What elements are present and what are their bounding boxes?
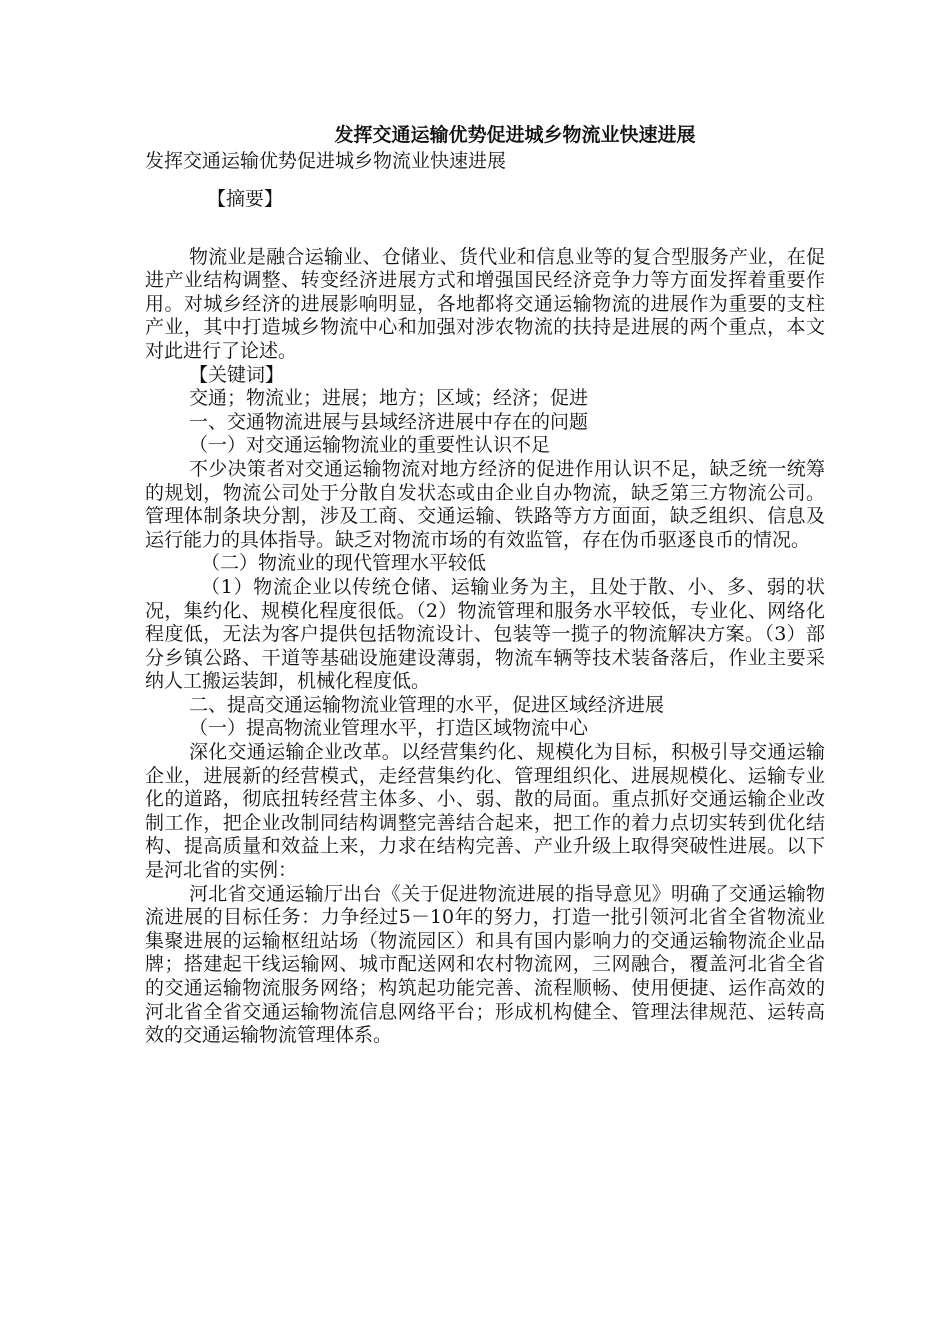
paragraph: 深化交通运输企业改革。以经营集约化、规模化为目标，积极引导交通运输企业，进展新的经营模式，走经营集约化、管理组织化、进展规模化、运输专业化的道路，彻底扭转经营主体多、小、弱、散的局面。重点抓好交通运输企业改制工作，把企业改制同结构调整完善结合起来，把工作的着力点切实转到优化结构、提高质量和效益上来，力求在结构完善、产业升级上取得突破性进展。以下是河北省的实例： [145, 741, 825, 882]
section-heading-2: 二、提高交通运输物流业管理的水平，促进区域经济进展 [189, 693, 665, 716]
abstract-text: 物流业是融合运输业、仓储业、货代业和信息业等的复合型服务产业，在促进产业结构调整、转变经济进展方式和增强国民经济竞争力等方面发挥着重要作用。对城乡经济的进展影响明显，各地都将交通运输物流的进展作为重要的支柱产业，其中打造城乡物流中心和加强对涉农物流的扶持是进展的两个重点，本文对此进行了论述。 [145, 245, 825, 362]
paragraph: （1）物流企业以传统仓储、运输业务为主，且处于散、小、多、弱的状况，集约化、规模化程度很低。（2）物流管理和服务水平较低，专业化、网络化程度低，无法为客户提供包括物流设计、包装等一揽子的物流解决方案。（3）部分乡镇公路、干道等基础设施建设薄弱，物流车辆等技术装备落后，作业主要采纳人工搬运装卸，机械化程度低。 [145, 575, 825, 693]
document-title: 发挥交通运输优势促进城乡物流业快速进展 [334, 124, 696, 146]
keywords-text: 交通；物流业；进展；地方；区域；经济；促进 [189, 387, 589, 410]
subsection-heading-1-2: （二）物流业的现代管理水平较低 [201, 552, 487, 575]
section-heading-1: 一、交通物流进展与县域经济进展中存在的问题 [189, 410, 589, 433]
document-page [145, 122, 825, 1048]
subsection-heading-1-1: （一）对交通运输物流业的重要性认识不足 [189, 434, 551, 457]
subsection-heading-2-1: （一）提高物流业管理水平，打造区域物流中心 [189, 717, 589, 740]
paragraph: 河北省交通运输厅出台《关于促进物流进展的指导意见》明确了交通运输物流进展的目标任务：力争经过5－10年的努力，打造一批引领河北省全省物流业集聚进展的运输枢纽站场（物流园区）和具有国内影响力的交通运输物流企业品牌；搭建起干线运输网、城市配送网和农村物流网，三网融合，覆盖河北省全省的交通运输物流服务网络；构筑起功能完善、流程顺畅、使用便捷、运作高效的河北省全省交通运输物流信息网络平台；形成机构健全、管理法律规范、运转高效的交通运输物流管理体系。 [145, 882, 825, 1047]
keywords-heading: 【关键词】 [189, 363, 285, 386]
abstract-heading: 【摘要】 [207, 188, 284, 210]
document-subtitle: 发挥交通运输优势促进城乡物流业快速进展 [145, 150, 507, 172]
paragraph: 不少决策者对交通运输物流对地方经济的促进作用认识不足，缺乏统一统筹的规划，物流公司处于分散自发状态或由企业自办物流，缺乏第三方物流公司。管理体制条块分割，涉及工商、交通运输、铁路等方方面面，缺乏组织、信息及运行能力的具体指导。缺乏对物流市场的有效监管，存在伪币驱逐良币的情况。 [145, 457, 825, 551]
